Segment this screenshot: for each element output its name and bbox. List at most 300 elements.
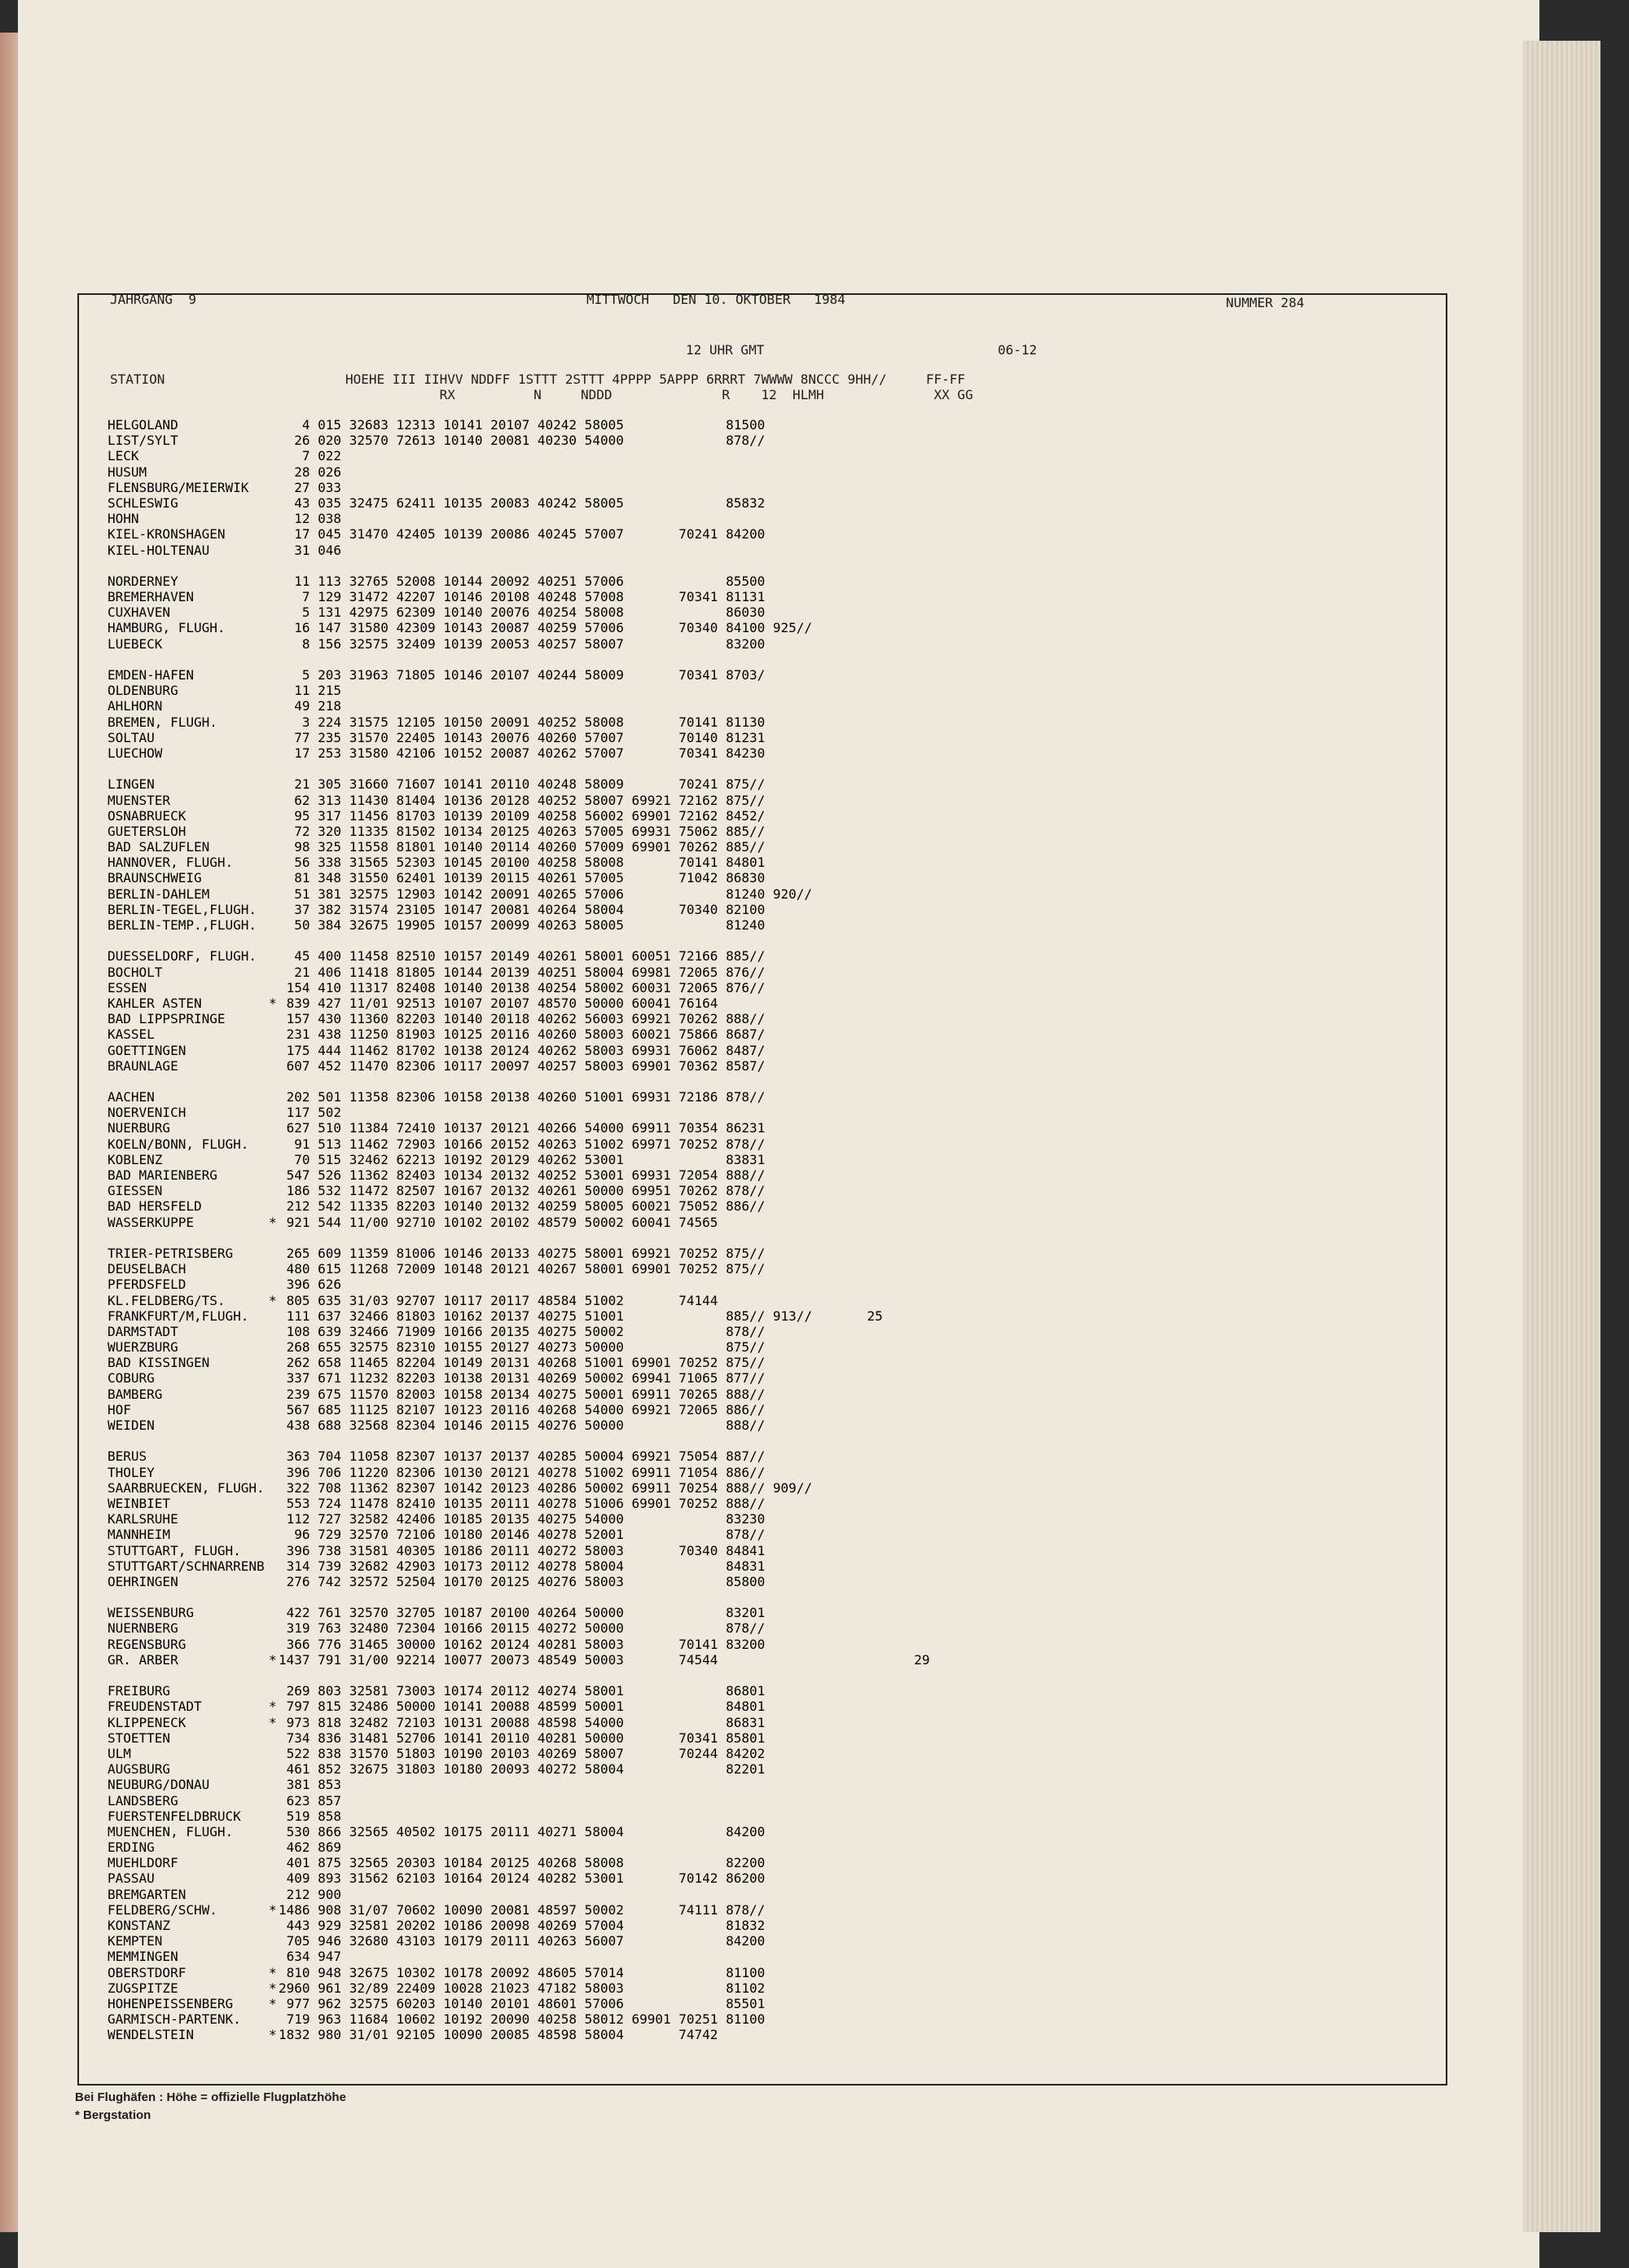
station-name: PFERDSFELD bbox=[108, 1277, 187, 1293]
observation-codes: 530 866 32565 40502 10175 20111 40271 58004 84200 bbox=[279, 1823, 766, 1839]
station-name: LUECHOW bbox=[108, 745, 163, 761]
observation-codes: 21 305 31660 71607 10141 20110 40248 58009 70241 875// bbox=[279, 776, 766, 793]
observation-codes: 839 427 11/01 92513 10107 20107 48570 50000 60041 76164 bbox=[279, 995, 718, 1011]
observation-codes: 381 853 bbox=[279, 1777, 342, 1793]
group-spacer bbox=[106, 1230, 1442, 1246]
station-name: NUERNBERG bbox=[108, 1620, 178, 1637]
observation-codes: 77 235 31570 22405 10143 20076 40260 57007 70140 81231 bbox=[279, 729, 766, 745]
observation-codes: 522 838 31570 51803 10190 20103 40269 58007 70244 84202 bbox=[279, 1745, 766, 1761]
date-label: MITTWOCH DEN 10. OKTOBER 1984 bbox=[586, 292, 845, 307]
column-header-line2: RX N NDDD R 12 HLMH XX GG bbox=[110, 387, 973, 402]
station-name: MUENSTER bbox=[108, 792, 171, 808]
observation-codes: 480 615 11268 72009 10148 20121 40267 58001 69901 70252 875// bbox=[279, 1261, 766, 1277]
table-row bbox=[106, 1387, 1442, 1402]
group-spacer bbox=[106, 933, 1442, 948]
observation-codes: 51 381 32575 12903 10142 20091 40265 57006 81240 920// bbox=[279, 886, 813, 902]
station-name: KL.FELDBERG/TS. bbox=[108, 1292, 226, 1308]
observation-codes: 461 852 32675 31803 10180 20093 40272 58004 82201 bbox=[279, 1761, 766, 1778]
observation-codes: 401 875 32565 20303 10184 20125 40268 58008 82200 bbox=[279, 1855, 766, 1871]
observation-codes: 269 803 32581 73003 10174 20112 40274 58001 86801 bbox=[279, 1683, 766, 1699]
mountain-station-marker: * bbox=[269, 995, 277, 1011]
observation-codes: 11 113 32765 52008 10144 20092 40251 57006 85500 bbox=[279, 573, 766, 589]
station-name: NOERVENICH bbox=[108, 1105, 187, 1121]
station-name: KIEL-HOLTENAU bbox=[108, 542, 210, 558]
station-name: GR. ARBER bbox=[108, 1651, 178, 1668]
observation-codes: 28 026 bbox=[279, 464, 342, 480]
table-row bbox=[106, 448, 1442, 464]
observation-codes: 49 218 bbox=[279, 698, 342, 714]
table-row bbox=[106, 855, 1442, 870]
station-name: STUTTGART/SCHNARRENB bbox=[108, 1558, 265, 1574]
observation-codes: 705 946 32680 43103 10179 20111 40263 56007 84200 bbox=[279, 1933, 766, 1949]
table-row bbox=[106, 1120, 1442, 1136]
table-row bbox=[106, 730, 1442, 745]
observation-codes: 62 313 11430 81404 10136 20128 40252 58007 69921 72162 875// bbox=[279, 792, 766, 808]
group-spacer bbox=[106, 652, 1442, 667]
table-row bbox=[106, 1996, 1442, 2011]
observation-codes: 96 729 32570 72106 10180 20146 40278 52001 878// bbox=[279, 1527, 766, 1543]
table-row bbox=[106, 870, 1442, 886]
mountain-station-marker: * bbox=[269, 1901, 277, 1918]
table-row bbox=[106, 1683, 1442, 1699]
observation-codes: 202 501 11358 82306 10158 20138 40260 51001 69931 72186 878// bbox=[279, 1089, 766, 1105]
station-name: DUESSELDORF, FLUGH. bbox=[108, 948, 257, 965]
table-row bbox=[106, 574, 1442, 589]
observation-codes: 91 513 11462 72903 10166 20152 40263 51002 69971 70252 878// bbox=[279, 1136, 766, 1152]
table-row bbox=[106, 1339, 1442, 1355]
station-name: NEUBURG/DONAU bbox=[108, 1777, 210, 1793]
table-row bbox=[106, 996, 1442, 1011]
observation-codes: 112 727 32582 42406 10185 20135 40275 54000 83230 bbox=[279, 1511, 766, 1527]
group-spacer bbox=[106, 761, 1442, 776]
table-row bbox=[106, 511, 1442, 526]
observation-codes: 231 438 11250 81903 10125 20116 40260 58003 60021 75866 8687/ bbox=[279, 1026, 766, 1043]
station-name: BERLIN-TEMP.,FLUGH. bbox=[108, 917, 257, 933]
station-name: KOELN/BONN, FLUGH. bbox=[108, 1136, 249, 1152]
station-name: HOHN bbox=[108, 511, 139, 527]
observation-codes: 5 131 42975 62309 10140 20076 40254 58008 86030 bbox=[279, 604, 766, 621]
table-row bbox=[106, 1870, 1442, 1886]
table-row bbox=[106, 1043, 1442, 1058]
observation-codes: 396 706 11220 82306 10130 20121 40278 51002 69911 71054 886// bbox=[279, 1464, 766, 1480]
observation-codes: 627 510 11384 72410 10137 20121 40266 54000 69911 70354 86231 bbox=[279, 1120, 766, 1136]
observation-codes: 462 869 bbox=[279, 1839, 342, 1856]
station-name: GUETERSLOH bbox=[108, 823, 187, 839]
group-spacer bbox=[106, 1589, 1442, 1605]
book-binding-left bbox=[0, 33, 18, 2232]
station-name: OBERSTDORF bbox=[108, 1964, 187, 1980]
station-name: OLDENBURG bbox=[108, 683, 178, 699]
mountain-station-marker: * bbox=[269, 1980, 277, 1996]
observation-codes: 50 384 32675 19905 10157 20099 40263 58005 81240 bbox=[279, 917, 766, 933]
observation-codes: 117 502 bbox=[279, 1105, 342, 1121]
table-row bbox=[106, 1152, 1442, 1167]
station-name: BAD SALZUFLEN bbox=[108, 839, 210, 855]
observation-codes: 366 776 31465 30000 10162 20124 40281 58003 70141 83200 bbox=[279, 1636, 766, 1652]
observation-codes: 175 444 11462 81702 10138 20124 40262 58003 69931 76062 8487/ bbox=[279, 1042, 766, 1058]
station-name: BREMERHAVEN bbox=[108, 589, 194, 605]
observation-codes: 810 948 32675 10302 10178 20092 48605 57014 81100 bbox=[279, 1964, 766, 1980]
observation-codes: 8 156 32575 32409 10139 20053 40257 58007 83200 bbox=[279, 635, 766, 652]
station-name: WEIDEN bbox=[108, 1418, 155, 1433]
table-row bbox=[106, 480, 1442, 495]
issue-number: NUMMER 284 bbox=[1226, 295, 1305, 310]
observation-codes: 977 962 32575 60203 10140 20101 48601 57006 85501 bbox=[279, 1995, 766, 2011]
observation-codes: 7 129 31472 42207 10146 20108 40248 57008 70341 81131 bbox=[279, 589, 766, 605]
table-row bbox=[106, 1527, 1442, 1542]
observation-codes: 157 430 11360 82203 10140 20118 40262 56003 69921 70262 888// bbox=[279, 1011, 766, 1027]
table-row bbox=[106, 886, 1442, 902]
observation-codes: 16 147 31580 42309 10143 20087 40259 57006 70340 84100 925// bbox=[279, 620, 813, 636]
observation-codes: 337 671 11232 82203 10138 20131 40269 50002 69941 71065 877// bbox=[279, 1370, 766, 1387]
table-row bbox=[106, 2027, 1442, 2042]
table-row bbox=[106, 776, 1442, 792]
table-row bbox=[106, 745, 1442, 761]
station-name: LIST/SYLT bbox=[108, 433, 178, 449]
mountain-station-marker: * bbox=[269, 1714, 277, 1730]
observation-codes: 17 045 31470 42405 10139 20086 40245 57007 70241 84200 bbox=[279, 526, 766, 543]
observation-codes: 56 338 31565 52303 10145 20100 40258 58008 70141 84801 bbox=[279, 855, 766, 871]
table-row bbox=[106, 1543, 1442, 1558]
station-name: BOCHOLT bbox=[108, 964, 163, 980]
observation-codes: 567 685 11125 82107 10123 20116 40268 54000 69921 72065 886// bbox=[279, 1401, 766, 1418]
table-row bbox=[106, 1620, 1442, 1636]
observation-codes: 186 532 11472 82507 10167 20132 40261 50000 69951 70262 878// bbox=[279, 1183, 766, 1199]
table-row bbox=[106, 902, 1442, 917]
station-name: HANNOVER, FLUGH. bbox=[108, 855, 234, 871]
table-row bbox=[106, 1480, 1442, 1496]
mountain-station-marker: * bbox=[269, 1292, 277, 1308]
station-name: BRAUNSCHWEIG bbox=[108, 870, 202, 886]
table-row bbox=[106, 1574, 1442, 1589]
table-row bbox=[106, 1793, 1442, 1809]
gmt-label: 12 UHR GMT bbox=[686, 342, 765, 358]
observation-codes: 1832 980 31/01 92105 10090 20085 48598 58004 74742 bbox=[279, 2027, 718, 2043]
table-row bbox=[106, 1418, 1442, 1433]
observation-codes: 4 015 32683 12313 10141 20107 40242 58005 81500 bbox=[279, 417, 766, 433]
observation-codes: 111 637 32466 81803 10162 20137 40275 51001 885// 913// 25 bbox=[279, 1308, 883, 1324]
station-name: BERLIN-TEGEL,FLUGH. bbox=[108, 901, 257, 917]
observation-codes: 95 317 11456 81703 10139 20109 40258 56002 69901 72162 8452/ bbox=[279, 807, 766, 824]
observation-codes: 1486 908 31/07 70602 10090 20081 48597 50002 74111 878// bbox=[279, 1901, 766, 1918]
station-name: CUXHAVEN bbox=[108, 604, 171, 621]
station-table bbox=[106, 417, 1442, 2043]
observation-codes: 70 515 32462 62213 10192 20129 40262 53001 83831 bbox=[279, 1151, 766, 1167]
station-name: FREUDENSTADT bbox=[108, 1699, 202, 1715]
mountain-station-marker: * bbox=[269, 2027, 277, 2043]
table-row bbox=[106, 824, 1442, 839]
mountain-station-marker: * bbox=[269, 1699, 277, 1715]
observation-codes: 623 857 bbox=[279, 1792, 342, 1809]
table-row bbox=[106, 543, 1442, 558]
table-row bbox=[106, 1605, 1442, 1620]
table-row bbox=[106, 464, 1442, 480]
table-row bbox=[106, 1026, 1442, 1042]
station-name: KOBLENZ bbox=[108, 1151, 163, 1167]
station-name: KAHLER ASTEN bbox=[108, 995, 202, 1011]
jahrgang-label: JAHRGANG 9 bbox=[110, 292, 196, 307]
station-name: ERDING bbox=[108, 1839, 155, 1856]
observation-codes: 276 742 32572 52504 10170 20125 40276 58003 85800 bbox=[279, 1573, 766, 1589]
group-spacer bbox=[106, 558, 1442, 574]
station-name: LANDSBERG bbox=[108, 1792, 178, 1809]
station-name: SCHLESWIG bbox=[108, 494, 178, 511]
station-name: GOETTINGEN bbox=[108, 1042, 187, 1058]
observation-codes: 7 022 bbox=[279, 448, 342, 464]
table-row bbox=[106, 1105, 1442, 1120]
observation-codes: 2960 961 32/89 22409 10028 21023 47182 58003 81102 bbox=[279, 1980, 766, 1996]
table-row bbox=[106, 1887, 1442, 1902]
station-name: PASSAU bbox=[108, 1870, 155, 1887]
table-row bbox=[106, 1198, 1442, 1214]
table-row bbox=[106, 1215, 1442, 1230]
observation-codes: 314 739 32682 42903 10173 20112 40278 58004 84831 bbox=[279, 1558, 766, 1574]
observation-codes: 154 410 11317 82408 10140 20138 40254 58002 60031 72065 876// bbox=[279, 979, 766, 996]
station-name: FREIBURG bbox=[108, 1683, 171, 1699]
station-name: SOLTAU bbox=[108, 729, 155, 745]
table-row bbox=[106, 1246, 1442, 1261]
station-name: FRANKFURT/M,FLUGH. bbox=[108, 1308, 249, 1324]
observation-codes: 719 963 11684 10602 10192 20090 40258 58012 69901 70251 81100 bbox=[279, 2011, 766, 2028]
table-row bbox=[106, 1965, 1442, 1980]
station-name: GIESSEN bbox=[108, 1183, 163, 1199]
observation-codes: 363 704 11058 82307 10137 20137 40285 50004 69921 75054 887// bbox=[279, 1448, 766, 1465]
table-row bbox=[106, 917, 1442, 933]
observation-codes: 409 893 31562 62103 10164 20124 40282 53001 70142 86200 bbox=[279, 1870, 766, 1887]
station-name: OSNABRUECK bbox=[108, 807, 187, 824]
station-name: FELDBERG/SCHW. bbox=[108, 1901, 217, 1918]
station-name: SAARBRUECKEN, FLUGH. bbox=[108, 1479, 265, 1496]
station-name: KLIPPENECK bbox=[108, 1714, 187, 1730]
observation-codes: 553 724 11478 82410 10135 20111 40278 51006 69901 70252 888// bbox=[279, 1495, 766, 1511]
station-name: KONSTANZ bbox=[108, 1918, 171, 1933]
table-row bbox=[106, 1011, 1442, 1026]
observation-codes: 973 818 32482 72103 10131 20088 48598 54000 86831 bbox=[279, 1714, 766, 1730]
mountain-station-marker: * bbox=[269, 1964, 277, 1980]
station-name: THOLEY bbox=[108, 1464, 155, 1480]
station-name: ULM bbox=[108, 1745, 131, 1761]
table-row bbox=[106, 839, 1442, 855]
table-row bbox=[106, 1933, 1442, 1949]
observation-codes: 268 655 32575 82310 10155 20127 40273 50000 875// bbox=[279, 1339, 766, 1356]
table-row bbox=[106, 1496, 1442, 1511]
table-row bbox=[106, 526, 1442, 542]
group-spacer bbox=[106, 1074, 1442, 1089]
table-row bbox=[106, 948, 1442, 964]
station-name: LINGEN bbox=[108, 776, 155, 793]
table-row bbox=[106, 1699, 1442, 1714]
table-row bbox=[106, 1511, 1442, 1527]
observation-codes: 98 325 11558 81801 10140 20114 40260 57009 69901 70262 885// bbox=[279, 839, 766, 855]
table-row bbox=[106, 1402, 1442, 1418]
station-name: HUSUM bbox=[108, 464, 147, 480]
observation-codes: 443 929 32581 20202 10186 20098 40269 57004 81832 bbox=[279, 1918, 766, 1933]
station-name: KASSEL bbox=[108, 1026, 155, 1043]
station-name: HELGOLAND bbox=[108, 417, 178, 433]
table-row bbox=[106, 1308, 1442, 1324]
table-row bbox=[106, 1465, 1442, 1480]
table-row bbox=[106, 1324, 1442, 1339]
table-row bbox=[106, 1558, 1442, 1574]
observation-codes: 108 639 32466 71909 10166 20135 40275 50002 878// bbox=[279, 1323, 766, 1339]
station-name: MUEHLDORF bbox=[108, 1855, 178, 1871]
footnote-airports: Bei Flughäfen : Höhe = offizielle Flugplatzhöhe bbox=[75, 2090, 346, 2104]
table-row bbox=[106, 1855, 1442, 1870]
observation-codes: 797 815 32486 50000 10141 20088 48599 50001 84801 bbox=[279, 1699, 766, 1715]
station-name: HOHENPEISSENBERG bbox=[108, 1995, 234, 2011]
station-name: BRAUNLAGE bbox=[108, 1057, 178, 1074]
observation-codes: 45 400 11458 82510 10157 20149 40261 58001 60051 72166 885// bbox=[279, 948, 766, 965]
observation-codes: 805 635 31/03 92707 10117 20117 48584 51002 74144 bbox=[279, 1292, 718, 1308]
observation-codes: 81 348 31550 62401 10139 20115 40261 57005 71042 86830 bbox=[279, 870, 766, 886]
station-name: WEISSENBURG bbox=[108, 1605, 194, 1621]
table-row bbox=[106, 620, 1442, 635]
station-name: MUENCHEN, FLUGH. bbox=[108, 1823, 234, 1839]
station-name: COBURG bbox=[108, 1370, 155, 1387]
observation-codes: 319 763 32480 72304 10166 20115 40272 50000 878// bbox=[279, 1620, 766, 1637]
observation-codes: 734 836 31481 52706 10141 20110 40281 50000 70341 85801 bbox=[279, 1730, 766, 1746]
table-row bbox=[106, 417, 1442, 433]
station-name: WASSERKUPPE bbox=[108, 1214, 194, 1230]
period-label: 06-12 bbox=[998, 342, 1038, 358]
table-row bbox=[106, 793, 1442, 808]
station-name: BAD LIPPSPRINGE bbox=[108, 1011, 226, 1027]
observation-codes: 262 658 11465 82204 10149 20131 40268 51001 69901 70252 875// bbox=[279, 1355, 766, 1371]
station-name: EMDEN-HAFEN bbox=[108, 667, 194, 683]
observation-codes: 31 046 bbox=[279, 542, 342, 558]
station-name: GARMISCH-PARTENK. bbox=[108, 2011, 241, 2028]
table-row bbox=[106, 980, 1442, 996]
observation-codes: 72 320 11335 81502 10134 20125 40263 57005 69931 75062 885// bbox=[279, 823, 766, 839]
observation-codes: 1437 791 31/00 92214 10077 20073 48549 50003 74544 29 bbox=[279, 1651, 930, 1668]
observation-codes: 239 675 11570 82003 10158 20134 40275 50001 69911 70265 888// bbox=[279, 1386, 766, 1402]
observation-codes: 37 382 31574 23105 10147 20081 40264 58004 70340 82100 bbox=[279, 901, 766, 917]
table-row bbox=[106, 1824, 1442, 1839]
table-row bbox=[106, 589, 1442, 604]
station-name: BAMBERG bbox=[108, 1386, 163, 1402]
table-row bbox=[106, 1637, 1442, 1652]
table-row bbox=[106, 1089, 1442, 1105]
station-name: BAD HERSFELD bbox=[108, 1198, 202, 1215]
station-name: TRIER-PETRISBERG bbox=[108, 1245, 234, 1261]
station-name: ESSEN bbox=[108, 979, 147, 996]
observation-codes: 921 544 11/00 92710 10102 20102 48579 50002 60041 74565 bbox=[279, 1214, 718, 1230]
station-name: DEUSELBACH bbox=[108, 1261, 187, 1277]
station-name: BERUS bbox=[108, 1448, 147, 1465]
table-row bbox=[106, 1370, 1442, 1386]
table-row bbox=[106, 808, 1442, 824]
table-row bbox=[106, 1277, 1442, 1292]
observation-codes: 519 858 bbox=[279, 1808, 342, 1824]
observation-codes: 12 038 bbox=[279, 511, 342, 527]
observation-codes: 21 406 11418 81805 10144 20139 40251 58004 69981 72065 876// bbox=[279, 964, 766, 980]
observation-codes: 422 761 32570 32705 10187 20100 40264 50000 83201 bbox=[279, 1605, 766, 1621]
station-name: NUERBURG bbox=[108, 1120, 171, 1136]
station-name: STUTTGART, FLUGH. bbox=[108, 1542, 241, 1558]
station-name: BAD MARIENBERG bbox=[108, 1167, 217, 1183]
column-header-line1: STATION HOEHE III IIHVV NDDFF 1STTT 2STTT 4PPPP 5APPP 6RRRT 7WWWW 8NCCC 9HH// FF-FF bbox=[110, 371, 965, 387]
station-name: REGENSBURG bbox=[108, 1636, 187, 1652]
station-name: AACHEN bbox=[108, 1089, 155, 1105]
page-stack-edge bbox=[1523, 41, 1600, 2232]
station-name: AHLHORN bbox=[108, 698, 163, 714]
mountain-station-marker: * bbox=[269, 1995, 277, 2011]
table-row bbox=[106, 667, 1442, 683]
observation-codes: 5 203 31963 71805 10146 20107 40244 58009 70341 8703/ bbox=[279, 667, 766, 683]
observation-codes: 212 900 bbox=[279, 1886, 342, 1902]
table-row bbox=[106, 1902, 1442, 1918]
table-row bbox=[106, 1183, 1442, 1198]
observation-codes: 396 738 31581 40305 10186 20111 40272 58003 70340 84841 bbox=[279, 1542, 766, 1558]
observation-codes: 438 688 32568 82304 10146 20115 40276 50000 888// bbox=[279, 1418, 766, 1433]
observation-codes: 265 609 11359 81006 10146 20133 40275 58001 69921 70252 875// bbox=[279, 1245, 766, 1261]
station-name: BREMEN, FLUGH. bbox=[108, 714, 217, 730]
observation-codes: 212 542 11335 82203 10140 20132 40259 58005 60021 75052 886// bbox=[279, 1198, 766, 1215]
observation-codes: 43 035 32475 62411 10135 20083 40242 58005 85832 bbox=[279, 494, 766, 511]
station-name: WUERZBURG bbox=[108, 1339, 178, 1356]
observation-codes: 607 452 11470 82306 10117 20097 40257 58003 69901 70362 8587/ bbox=[279, 1057, 766, 1074]
station-name: MEMMINGEN bbox=[108, 1949, 178, 1965]
table-row bbox=[106, 1058, 1442, 1074]
footnote-mountain: * Bergstation bbox=[75, 2108, 151, 2122]
station-name: NORDERNEY bbox=[108, 573, 178, 589]
table-row bbox=[106, 1293, 1442, 1308]
table-row bbox=[106, 1355, 1442, 1370]
station-name: KIEL-KRONSHAGEN bbox=[108, 526, 226, 543]
observation-codes: 11 215 bbox=[279, 683, 342, 699]
table-row bbox=[106, 698, 1442, 714]
station-name: OEHRINGEN bbox=[108, 1573, 178, 1589]
table-row bbox=[106, 1136, 1442, 1152]
table-row bbox=[106, 1730, 1442, 1746]
table-row bbox=[106, 683, 1442, 698]
station-name: HOF bbox=[108, 1401, 131, 1418]
station-name: AUGSBURG bbox=[108, 1761, 171, 1778]
observation-codes: 396 626 bbox=[279, 1277, 342, 1293]
station-name: KEMPTEN bbox=[108, 1933, 163, 1949]
table-row bbox=[106, 1949, 1442, 1964]
group-spacer bbox=[106, 1433, 1442, 1448]
station-name: STOETTEN bbox=[108, 1730, 171, 1746]
table-row bbox=[106, 1918, 1442, 1933]
table-row bbox=[106, 433, 1442, 448]
table-row bbox=[106, 1261, 1442, 1277]
station-name: LUEBECK bbox=[108, 635, 163, 652]
table-row bbox=[106, 965, 1442, 980]
station-name: FLENSBURG/MEIERWIK bbox=[108, 479, 249, 495]
station-name: KARLSRUHE bbox=[108, 1511, 178, 1527]
table-row bbox=[106, 604, 1442, 620]
station-name: BAD KISSINGEN bbox=[108, 1355, 210, 1371]
observation-codes: 17 253 31580 42106 10152 20087 40262 57007 70341 84230 bbox=[279, 745, 766, 761]
observation-codes: 26 020 32570 72613 10140 20081 40230 54000 878// bbox=[279, 433, 766, 449]
table-row bbox=[106, 636, 1442, 652]
table-row bbox=[106, 1980, 1442, 1996]
group-spacer bbox=[106, 1668, 1442, 1683]
station-name: ZUGSPITZE bbox=[108, 1980, 178, 1996]
station-name: FUERSTENFELDBRUCK bbox=[108, 1808, 241, 1824]
station-name: BREMGARTEN bbox=[108, 1886, 187, 1902]
station-name: LECK bbox=[108, 448, 139, 464]
station-name: WEINBIET bbox=[108, 1495, 171, 1511]
mountain-station-marker: * bbox=[269, 1214, 277, 1230]
mountain-station-marker: * bbox=[269, 1651, 277, 1668]
table-row bbox=[106, 1652, 1442, 1668]
station-name: WENDELSTEIN bbox=[108, 2027, 194, 2043]
observation-codes: 322 708 11362 82307 10142 20123 40286 50002 69911 70254 888// 909// bbox=[279, 1479, 813, 1496]
station-name: DARMSTADT bbox=[108, 1323, 178, 1339]
table-row bbox=[106, 714, 1442, 730]
